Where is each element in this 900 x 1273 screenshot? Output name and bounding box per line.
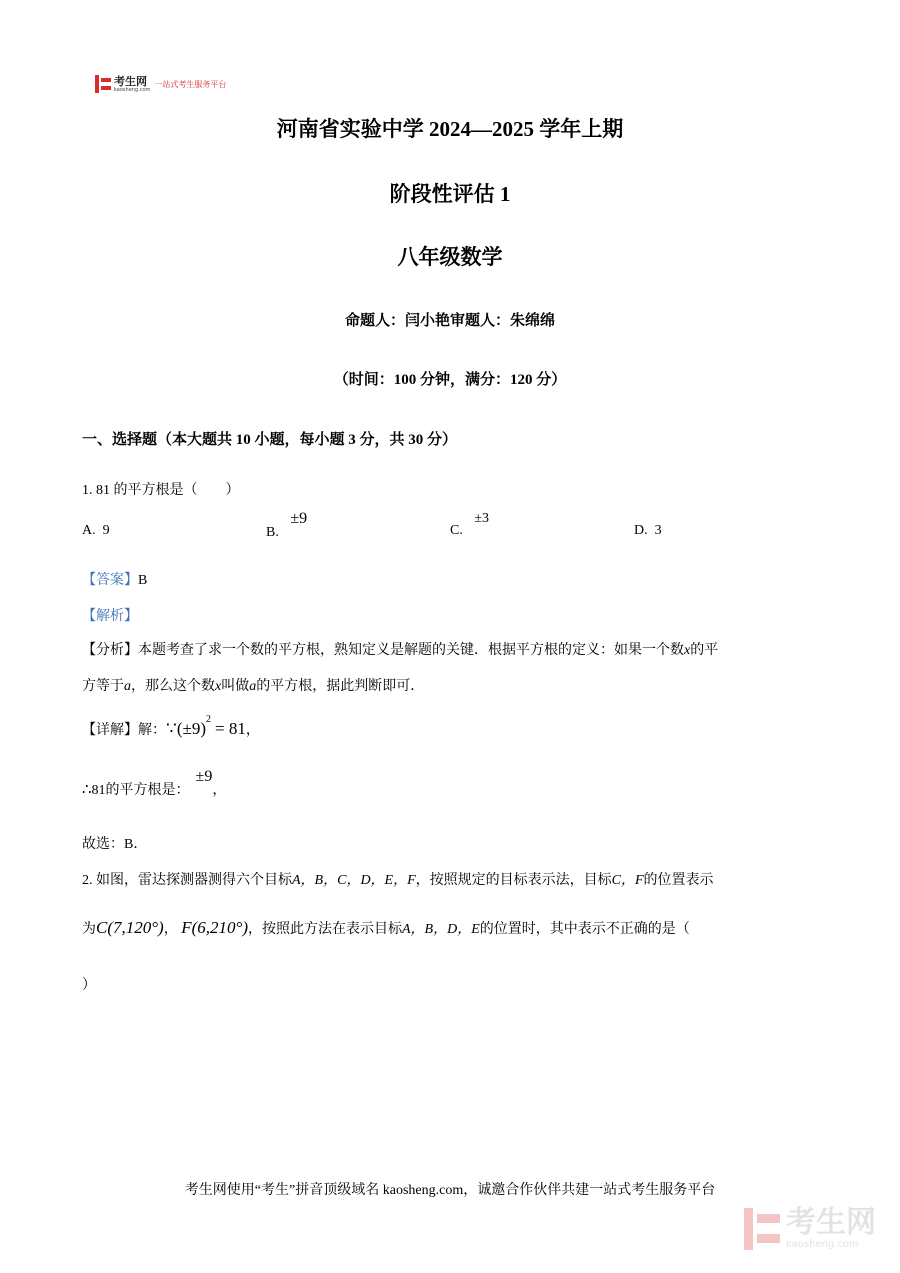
- q2-targets: A，B，D，E: [401, 922, 480, 937]
- q1-fenxi-line1: [82, 639, 718, 659]
- q2-text: 2. 如图，雷达探测器测得六个目标: [82, 873, 292, 888]
- q1-answer: [82, 569, 147, 589]
- q1-conclusion: [82, 768, 227, 799]
- conclusion-end: ，: [212, 783, 227, 798]
- q1-option-d: [634, 523, 662, 539]
- eq-rhs: = 81: [214, 719, 246, 738]
- fenxi-text: 的平: [690, 643, 719, 658]
- fenxi-text: ，那么这个数: [131, 679, 215, 694]
- conclusion-value: ±9: [195, 768, 213, 785]
- q2-text: ，: [163, 922, 178, 937]
- option-value: 3: [654, 523, 662, 538]
- var-x: x: [215, 679, 222, 694]
- q1-option-b: [266, 510, 308, 541]
- logo-name: 考生网: [114, 74, 147, 88]
- q1-analysis-tag: 【解析】: [82, 609, 138, 624]
- watermark-name: 考生网: [786, 1205, 876, 1240]
- option-label: C.: [450, 523, 463, 538]
- logo-domain: kaosheng.com: [114, 86, 151, 93]
- var-x: x: [684, 643, 691, 658]
- logo-icon: [95, 75, 111, 93]
- q1-choose: 故选：B．: [82, 837, 148, 852]
- conclusion-number: 81: [91, 783, 106, 798]
- q2-stem-line3: ）: [82, 978, 96, 993]
- exam-subtitle: 阶段性评估 1: [389, 182, 511, 206]
- answer-tag: 【答案】: [82, 573, 138, 588]
- fenxi-tag: 【分析】: [82, 643, 138, 658]
- q2-text: 的位置时，其中表示不正确的是（: [479, 922, 690, 937]
- q2-text: ，按照此方法在表示目标: [247, 922, 402, 937]
- eq-exponent: 2: [205, 714, 211, 726]
- q1-option-a: [82, 523, 110, 539]
- q2-stem-line1: [82, 869, 714, 889]
- q2-targets: C，F: [611, 873, 644, 888]
- coord-f: F(6,210°): [181, 918, 248, 937]
- watermark-domain: kaosheng.com: [786, 1239, 859, 1250]
- q2-stem-line2: [82, 918, 690, 938]
- comma: ，: [245, 723, 260, 738]
- exam-title: 河南省实验中学 2024—2025 学年上期: [276, 117, 624, 141]
- q1-option-c: [450, 511, 490, 539]
- q1-stem: 1. 81 的平方根是（ ）: [82, 483, 240, 498]
- exam-authors: 命题人：闫小艳审题人：朱绵绵: [344, 313, 555, 329]
- option-value: ±3: [474, 511, 490, 526]
- therefore-symbol: ∴: [82, 782, 92, 798]
- answer-value: B: [138, 573, 148, 588]
- coord-c: C(7,120°): [96, 918, 164, 937]
- site-logo[interactable]: [95, 73, 226, 95]
- watermark-icon: [744, 1208, 780, 1250]
- watermark-logo: [744, 1205, 876, 1250]
- q2-targets: A，B，C，D，E，F: [292, 873, 416, 888]
- fenxi-text: 叫做: [221, 679, 250, 694]
- fenxi-text: 方等于: [82, 679, 124, 694]
- option-label: A.: [82, 523, 96, 538]
- footer-text: 考生网使用“考生”拼音顶级域名 kaosheng.com，诚邀合作伙伴共建一站式考生服务平台: [184, 1183, 716, 1198]
- option-label: B.: [266, 525, 279, 540]
- q1-detail: [82, 714, 260, 739]
- var-a: a: [249, 679, 257, 694]
- detail-prefix: 解：: [138, 723, 166, 738]
- option-label: D.: [634, 523, 648, 538]
- var-a: a: [124, 679, 131, 694]
- conclusion-text: 的平方根是：: [105, 783, 190, 798]
- exam-subject: 八年级数学: [397, 245, 503, 269]
- q2-text: ，按照规定的目标表示法，目标: [415, 873, 612, 888]
- q1-fenxi-line2: [82, 675, 424, 695]
- option-value: 9: [102, 523, 110, 538]
- q2-text: 为: [82, 922, 96, 937]
- fenxi-text: 的平方根，据此判断即可．: [256, 679, 425, 694]
- because-symbol: ∵: [166, 719, 177, 738]
- option-value: ±9: [290, 510, 308, 527]
- detail-tag: 【详解】: [82, 723, 138, 738]
- section-heading: 一、选择题（本大题共 10 小题，每小题 3 分，共 30 分）: [82, 432, 458, 448]
- fenxi-text: 本题考查了求一个数的平方根，熟知定义是解题的关键．根据平方根的定义：如果一个数: [138, 643, 684, 658]
- q2-text: 的位置表示: [643, 873, 714, 888]
- exam-time-info: （时间：100 分钟，满分：120 分）: [333, 372, 567, 388]
- logo-slogan: 一站式考生服务平台: [154, 79, 227, 89]
- eq-base: (±9): [176, 719, 206, 738]
